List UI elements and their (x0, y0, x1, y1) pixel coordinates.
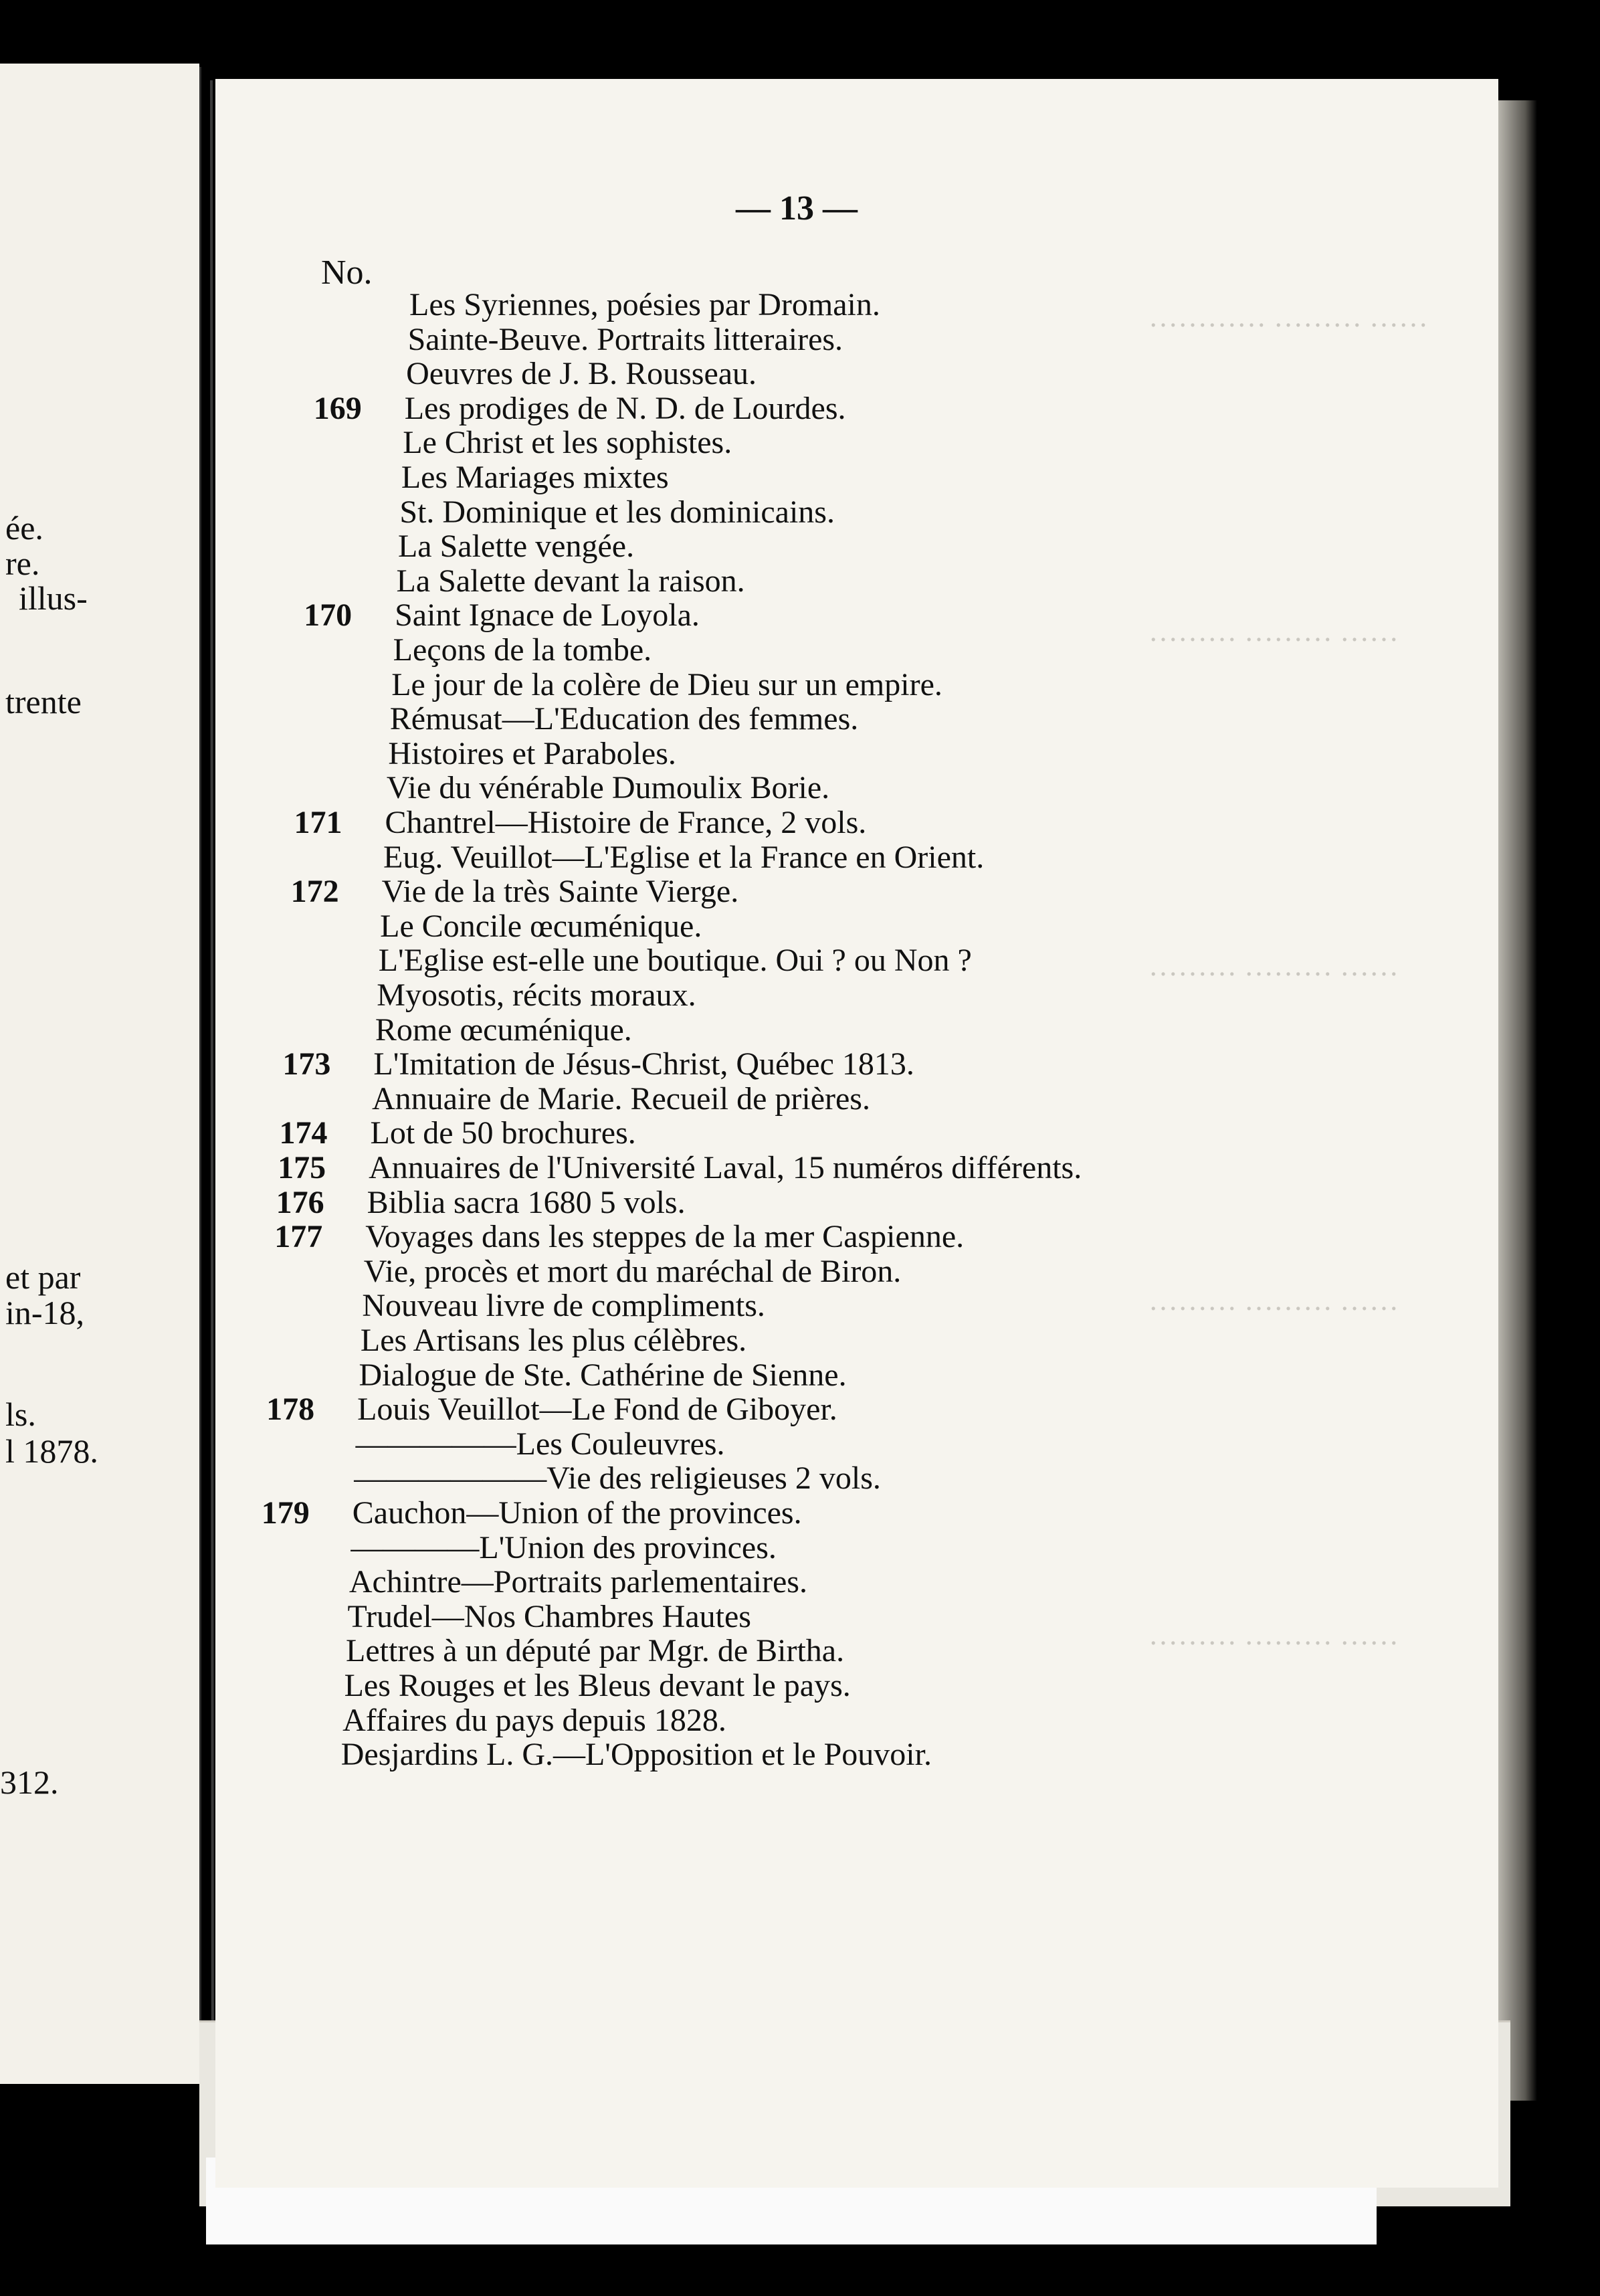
entry-number: 172 (290, 874, 339, 910)
entry-title: Les Syriennes, poésies par Dromain. (409, 287, 880, 322)
entry-number: 173 (282, 1046, 331, 1082)
left-fragment: et par (5, 1258, 81, 1296)
entry-title: —————Les Couleuvres. (355, 1426, 725, 1462)
entry-title: Biblia sacra 1680 5 vols. (367, 1184, 686, 1220)
entry-title: Lettres à un député par Mgr. de Birtha. (346, 1633, 845, 1669)
entry-title: Trudel—Nos Chambres Hautes (347, 1598, 751, 1634)
left-fragment: trente (5, 683, 82, 721)
entry-number: 169 (313, 390, 362, 426)
entry-title: Achintre—Portraits parlementaires. (348, 1564, 807, 1600)
left-fragment: 312. (0, 1763, 59, 1801)
entry-title: St. Dominique et les dominicains. (399, 494, 835, 530)
entry-title: Cauchon—Union of the provinces. (352, 1495, 802, 1531)
entry-number: 175 (278, 1150, 326, 1185)
entry-title: Eug. Veuillot—L'Eglise et la France en Orient. (383, 839, 985, 875)
entry-title: La Salette devant la raison. (396, 563, 745, 599)
entry-title: Oeuvres de J. B. Rousseau. (406, 356, 757, 392)
entry-title: Lot de 50 brochures. (370, 1115, 636, 1151)
bleed-through-text: ……… ……… …… (1148, 1618, 1399, 1651)
entry-title: Les Artisans les plus célèbres. (360, 1323, 747, 1358)
entry-number: 171 (294, 805, 342, 840)
entry-title: Affaires du pays depuis 1828. (342, 1702, 726, 1738)
entry-title: Dialogue de Ste. Cathérine de Sienne. (359, 1357, 847, 1393)
entry-title: Histoires et Paraboles. (388, 735, 676, 771)
entry-title: Saint Ignace de Loyola. (395, 597, 700, 634)
entry-title: ————L'Union des provinces. (351, 1529, 777, 1565)
entry-title: L'Imitation de Jésus-Christ, Québec 1813. (373, 1046, 914, 1082)
entry-title: Vie du vénérable Dumoulix Borie. (386, 770, 830, 806)
entry-title: Vie de la très Sainte Vierge. (381, 874, 739, 910)
entry-title: Vie, procès et mort du maréchal de Biron. (363, 1253, 902, 1289)
entry-title: Annuaire de Marie. Recueil de prières. (371, 1080, 870, 1117)
entry-number: 177 (274, 1219, 323, 1255)
entry-title: Les Rouges et les Bleus devant le pays. (344, 1668, 851, 1703)
left-fragment: in-18, (5, 1294, 85, 1331)
left-fragment: re. (5, 545, 40, 582)
bleed-through-text: ……… ……… …… (1148, 949, 1399, 982)
entry-title: Nouveau livre de compliments. (362, 1288, 765, 1324)
page-number: — 13 — (736, 189, 858, 227)
entry-number: 179 (261, 1495, 310, 1531)
entry-title: Louis Veuillot—Le Fond de Giboyer. (357, 1392, 837, 1428)
entry-title: L'Eglise est-elle une boutique. Oui ? ou Non ? (378, 943, 972, 979)
entry-title: ——————Vie des religieuses 2 vols. (354, 1460, 881, 1497)
bleed-through-text: ………… ……… …… (1148, 300, 1428, 333)
entry-title: Sainte-Beuve. Portraits litteraires. (407, 321, 843, 357)
entry-title: Desjardins L. G.—L'Opposition et le Pouvoir. (340, 1737, 932, 1773)
left-fragment: ls. (5, 1396, 36, 1433)
entry-title: Le jour de la colère de Dieu sur un empire. (391, 666, 942, 702)
entry-title: Le Christ et les sophistes. (403, 425, 732, 461)
entry-title: Rémusat—L'Education des femmes. (389, 701, 859, 737)
entry-title: Les prodiges de N. D. de Lourdes. (404, 390, 846, 426)
page-edge-shadow (1497, 100, 1537, 2101)
entry-number: 170 (304, 597, 353, 634)
left-fragment: illus- (19, 579, 88, 617)
entry-title: Rome œcuménique. (375, 1012, 632, 1048)
bleed-through-text: ……… ……… …… (1148, 1284, 1399, 1317)
bleed-through-text: ……… ……… …… (1148, 615, 1399, 648)
left-fragment: l 1878. (5, 1432, 98, 1470)
left-fragment: ée. (5, 509, 43, 547)
entry-title: Myosotis, récits moraux. (377, 977, 696, 1013)
entry-title: Voyages dans les steppes de la mer Caspienne. (365, 1219, 965, 1255)
entry-number: 174 (279, 1115, 328, 1151)
entry-title: Le Concile œcuménique. (380, 908, 702, 944)
entry-title: Les Mariages mixtes (401, 460, 669, 495)
entry-number: 178 (266, 1392, 315, 1428)
entry-title: Leçons de la tombe. (393, 632, 652, 668)
entry-title: La Salette vengée. (397, 529, 635, 565)
entry-number: 176 (276, 1184, 324, 1220)
entry-title: Chantrel—Histoire de France, 2 vols. (385, 805, 867, 840)
left-adjacent-page (0, 64, 199, 2084)
entry-title: Annuaires de l'Université Laval, 15 numéros différents. (369, 1150, 1082, 1185)
column-header-number: No. (321, 254, 373, 292)
